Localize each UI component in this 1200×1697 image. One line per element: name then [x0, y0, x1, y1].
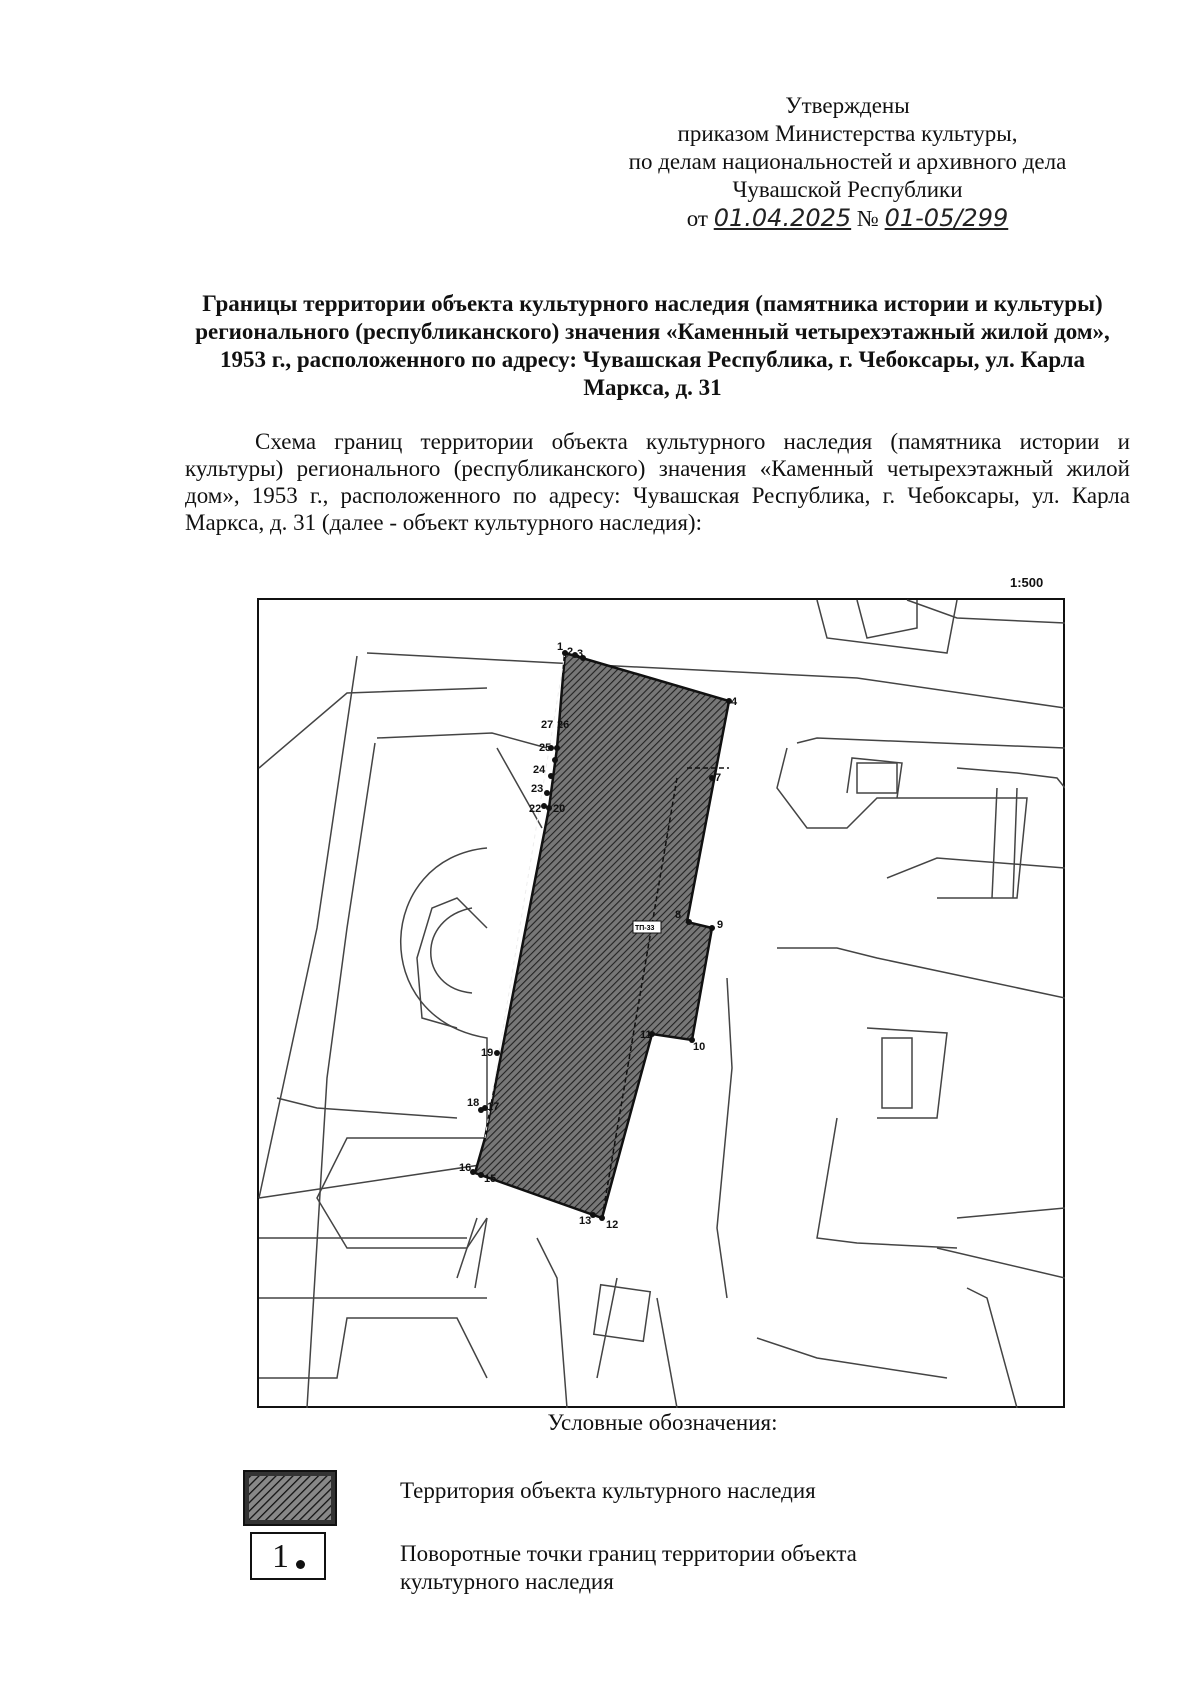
number-prefix: № [856, 206, 879, 231]
point-label: 18 [467, 1097, 480, 1109]
approval-line-3: по делам национальностей и архивного дела [628, 149, 1067, 174]
point-label: 20 [553, 803, 566, 815]
point-label: 3 [577, 648, 584, 660]
point-label: 13 [579, 1215, 592, 1227]
point-label: 7 [715, 772, 722, 784]
legend-title: Условные обозначения: [547, 1410, 778, 1435]
point-label: 10 [693, 1041, 706, 1053]
point-label: 4 [731, 696, 738, 708]
point-label: 27 [541, 719, 554, 731]
point-label: 12 [606, 1219, 619, 1231]
approval-line-1: Утверждены [785, 93, 910, 118]
point-label: 1 [557, 641, 564, 653]
point-label: 17 [487, 1101, 500, 1113]
legend-point-sample [250, 1532, 326, 1580]
point-label: 24 [533, 764, 546, 776]
point-label: 8 [675, 909, 682, 921]
order-number: 01-05/299 [884, 204, 1009, 232]
point-label: 25 [539, 742, 552, 754]
order-line [560, 204, 1135, 233]
point-label: 2 [567, 646, 574, 658]
point-label: 26 [557, 719, 570, 731]
legend-territory-text: Территория объекта культурного наследия [400, 1478, 816, 1503]
hatch-swatch-icon [245, 1472, 335, 1524]
point-label: 11 [640, 1029, 652, 1041]
point-label: 22 [529, 803, 542, 815]
legend-point-number: 1 [272, 1538, 289, 1575]
order-date: 01.04.2025 [713, 204, 852, 232]
legend-territory-swatch [243, 1470, 337, 1526]
scheme-description: Схема границ территории объекта культурного наследия (памятника истории и культуры) регионального (республиканского) значения «Каменный четырехэтажный жилой дом», 1953 г., расположенного по адресу: Чувашская Республика, г. Чебоксары, ул. Карла Маркса, д. 31 (далее - объект культурного наследия): [185, 429, 1130, 535]
approval-line-2: приказом Министерства культуры, [677, 121, 1018, 146]
boundary-map [257, 598, 1065, 1408]
point-label: 19 [481, 1047, 494, 1059]
approval-line-4: Чувашской Республики [732, 177, 963, 202]
document-title: Границы территории объекта культурного наследия (памятника истории и культуры) регионального (республиканского) значения «Каменный четырехэтажный жилой дом», 1953 г., расположенного по адресу: Чувашская Республика, г. Чебоксары, ул. Карла Маркса, д. 31 [195, 291, 1110, 400]
legend-points-text: Поворотные точки границ территории объекта культурного наследия [400, 1541, 857, 1594]
date-prefix: от [686, 206, 708, 231]
point-dot-icon [296, 1560, 305, 1569]
map-scale: 1:500 [1010, 575, 1044, 590]
point-label: 15 [484, 1173, 497, 1185]
point-label: 9 [717, 919, 724, 931]
point-label: 23 [531, 783, 544, 795]
point-label: 16 [459, 1162, 472, 1174]
building-label: ТП-33 [635, 925, 655, 932]
approval-block [560, 92, 1135, 233]
